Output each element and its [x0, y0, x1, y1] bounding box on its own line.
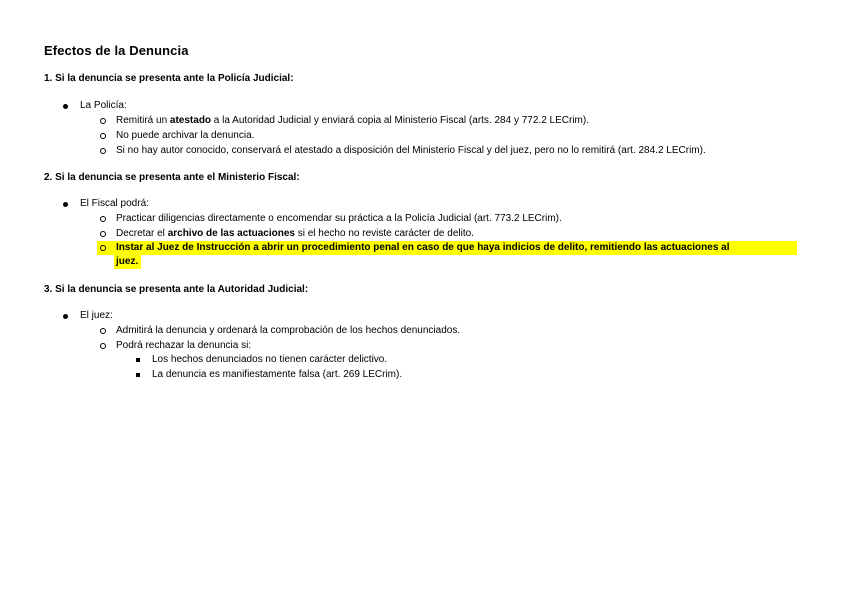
text-run: Decretar el [116, 228, 168, 239]
section-heading-1: 1. Si la denuncia se presenta ante la Policía Judicial: [44, 73, 294, 84]
circle-bullet-icon [100, 343, 106, 349]
circle-bullet-icon [100, 245, 106, 251]
circle-bullet-icon [100, 148, 106, 154]
circle-bullet-icon [100, 133, 106, 139]
disc-bullet-icon [63, 314, 68, 319]
disc-bullet-icon [63, 202, 68, 207]
list-item-level2: Si no hay autor conocido, conservará el atestado a disposición del Ministerio Fiscal y del juez, pero no lo remitirá (art. 284.2 LECrim). [116, 145, 706, 156]
circle-bullet-icon [100, 216, 106, 222]
highlighted-list-item-line1: Instar al Juez de Instrucción a abrir un procedimiento penal en caso de que haya indicios de delito, remitiendo las actuaciones al [116, 242, 730, 253]
text-run: Remitirá un [116, 115, 170, 126]
page-title: Efectos de la Denuncia [44, 43, 189, 58]
circle-bullet-icon [100, 231, 106, 237]
bold-term: atestado [169, 115, 212, 126]
list-item-level2: Practicar diligencias directamente o encomendar su práctica a la Policía Judicial (art. 773.2 LECrim). [116, 213, 562, 224]
list-item-level2: Podrá rechazar la denuncia si: [116, 340, 252, 351]
list-item-level2 [116, 228, 474, 240]
list-item-level1: La Policía: [80, 100, 127, 111]
list-item-level2: Admitirá la denuncia y ordenará la comprobación de los hechos denunciados. [116, 325, 461, 336]
text-run: a la Autoridad Judicial y enviará copia al Ministerio Fiscal (arts. 284 y 772.2 LECrim). [211, 115, 589, 126]
section-heading-3: 3. Si la denuncia se presenta ante la Autoridad Judicial: [44, 284, 309, 295]
list-item-level3: Los hechos denunciados no tienen carácter delictivo. [152, 354, 388, 365]
list-item-level1: El Fiscal podrá: [80, 198, 149, 209]
list-item-level2: No puede archivar la denuncia. [116, 130, 255, 141]
section-heading-2: 2. Si la denuncia se presenta ante el Ministerio Fiscal: [44, 172, 300, 183]
circle-bullet-icon [100, 118, 106, 124]
list-item-level2 [116, 115, 589, 127]
disc-bullet-icon [63, 104, 68, 109]
bold-term: archivo de las actuaciones [167, 228, 295, 239]
list-item-level3: La denuncia es manifiestamente falsa (art. 269 LECrim). [152, 369, 403, 380]
square-bullet-icon [136, 358, 140, 362]
highlighted-list-item-line2: juez. [116, 256, 139, 267]
list-item-level1: El juez: [80, 310, 113, 321]
circle-bullet-icon [100, 328, 106, 334]
square-bullet-icon [136, 373, 140, 377]
text-run: si el hecho no reviste carácter de delito. [294, 228, 474, 239]
